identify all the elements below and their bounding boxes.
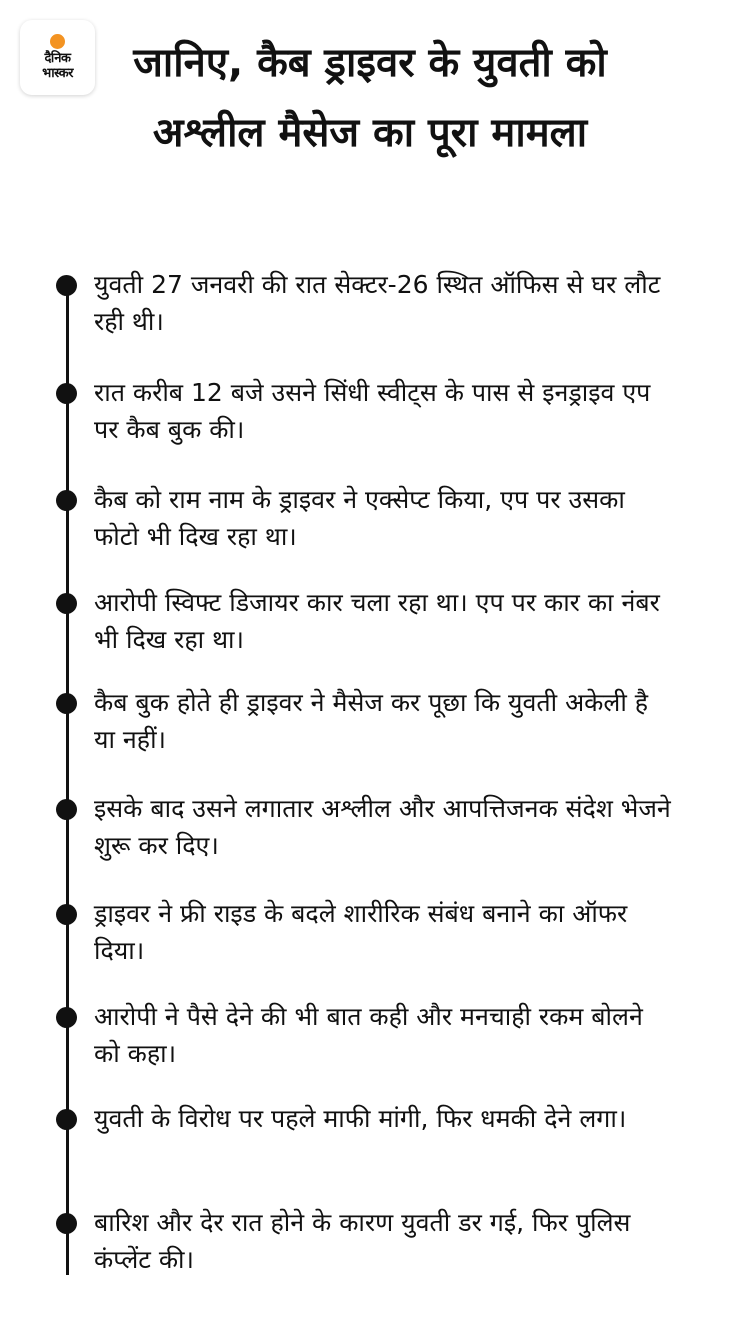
list-item	[94, 481, 674, 555]
bullet-dot	[56, 1213, 77, 1234]
logo-text-line-2: भास्कर	[42, 66, 73, 81]
bullet-dot	[56, 799, 77, 820]
dainik-bhaskar-logo	[20, 20, 95, 95]
logo-text-line-1: दैनिक	[44, 51, 71, 66]
point-text: कैब को राम नाम के ड्राइवर ने एक्सेप्ट किया, एप पर उसका फोटो भी दिख रहा था।	[94, 485, 625, 551]
list-item	[94, 790, 674, 864]
point-text: आरोपी ने पैसे देने की भी बात कही और मनचाही रकम बोलने को कहा।	[94, 1002, 643, 1068]
list-item	[94, 584, 674, 658]
bullet-dot	[56, 904, 77, 925]
list-item	[94, 1204, 674, 1278]
point-text: युवती 27 जनवरी की रात सेक्टर-26 स्थित ऑफिस से घर लौट रही थी।	[94, 270, 661, 336]
bullet-dot	[56, 1007, 77, 1028]
list-item	[94, 684, 674, 758]
bullet-dot	[56, 383, 77, 404]
bullet-dot	[56, 693, 77, 714]
point-text: युवती के विरोध पर पहले माफी मांगी, फिर धमकी देने लगा।	[94, 1104, 627, 1133]
bullet-dot	[56, 1109, 77, 1130]
page-title: जानिए, कैब ड्राइवर के युवती को अश्लील मैसेज का पूरा मामला	[133, 40, 607, 156]
point-text: ड्राइवर ने फ्री राइड के बदले शारीरिक संबंध बनाने का ऑफर दिया।	[94, 899, 628, 965]
list-item	[94, 998, 674, 1072]
list-item	[94, 374, 674, 448]
point-text: आरोपी स्विफ्ट डिजायर कार चला रहा था। एप पर कार का नंबर भी दिख रहा था।	[94, 588, 660, 654]
bullet-dot	[56, 490, 77, 511]
list-item	[94, 266, 674, 340]
point-text: इसके बाद उसने लगातार अश्लील और आपत्तिजनक संदेश भेजने शुरू कर दिए।	[94, 794, 671, 860]
point-text: बारिश और देर रात होने के कारण युवती डर गई, फिर पुलिस कंप्लेंट की।	[94, 1208, 631, 1274]
bullet-dot	[56, 275, 77, 296]
list-item	[94, 895, 674, 969]
point-text: रात करीब 12 बजे उसने सिंधी स्वीट्स के पास से इनड्राइव एप पर कैब बुक की।	[94, 378, 651, 444]
bullet-dot	[56, 593, 77, 614]
sun-icon	[50, 34, 65, 49]
point-text: कैब बुक होते ही ड्राइवर ने मैसेज कर पूछा कि युवती अकेली है या नहीं।	[94, 688, 649, 754]
list-item	[94, 1100, 674, 1137]
